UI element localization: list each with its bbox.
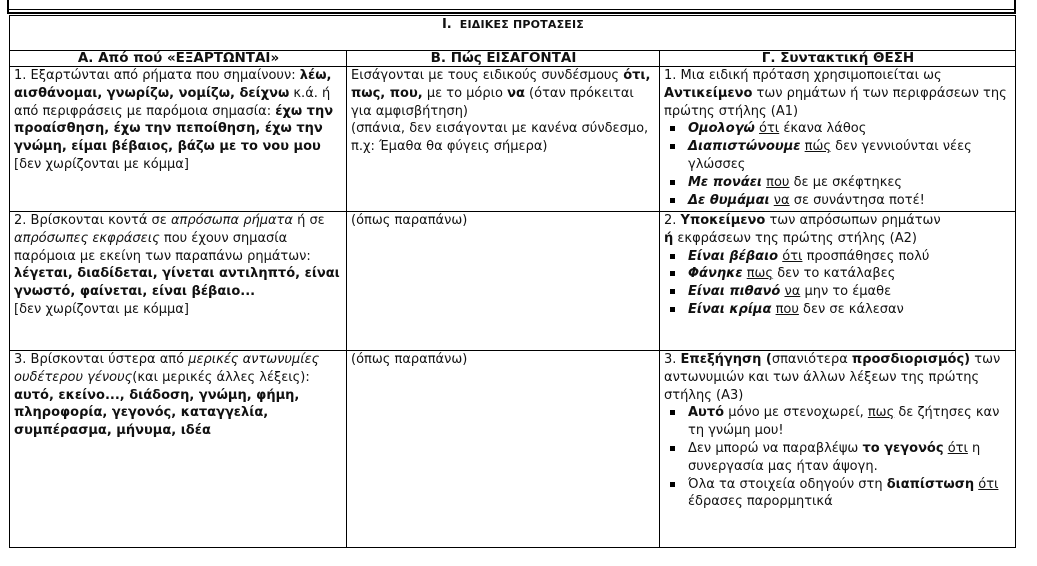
b1-intro: Εισάγονται με τους ειδικούς συνδέσμους bbox=[351, 68, 624, 83]
example-conjunction: να bbox=[773, 192, 790, 208]
bullet-square-icon bbox=[670, 482, 675, 487]
bullet-square-icon bbox=[670, 180, 675, 185]
a2-impersonal-verbs: απρόσωπα ρήματα bbox=[170, 213, 293, 228]
a1-comma-note: [δεν χωρίζονται με κόμμα] bbox=[14, 156, 189, 172]
cell-b3 bbox=[347, 351, 660, 548]
header-col-a: Α. Από πού «ΕΞΑΡΤΩΝΤΑΙ» bbox=[10, 51, 347, 67]
example-rest: δεν το κατάλαβες bbox=[773, 266, 896, 282]
a2-intro: 2. Βρίσκονται κοντά σε bbox=[14, 213, 171, 228]
table-row bbox=[10, 67, 1016, 212]
b1-doubt: (όταν πρόκειται για αμφισβήτηση) bbox=[351, 85, 634, 119]
example-mid: μόνο με στενοχωρεί, bbox=[724, 405, 868, 421]
c2-role: Υποκείμενο bbox=[680, 213, 766, 228]
header-row bbox=[10, 51, 1016, 67]
bullet-square-icon bbox=[670, 289, 675, 294]
header-col-c: Γ. Συντακτική ΘΕΣΗ bbox=[660, 51, 1016, 67]
a1-verbs: λέω, αισθάνομαι, γνωρίζω, νομίζω, δείχνω bbox=[14, 68, 332, 101]
example-verb: Είναι κρίμα bbox=[688, 301, 772, 317]
example-rest: προσπάθησες πολύ bbox=[802, 248, 930, 264]
example-rest: έκανα λάθος bbox=[779, 121, 867, 137]
example-verb: Διαπιστώνουμε bbox=[688, 139, 801, 155]
b1-particle: να bbox=[507, 85, 525, 101]
example-rest: έδρασες παρορμητικά bbox=[688, 494, 833, 510]
example-rest: δεν γεννιούνται νέες γλώσσες bbox=[688, 139, 972, 172]
example-rest: μην το έμαθε bbox=[800, 284, 892, 300]
c2-rest-2: εκφράσεων της πρώτης στήλης (Α2) bbox=[673, 230, 917, 246]
example-rest: σε συνάντησα ποτέ! bbox=[789, 192, 925, 208]
b1-particle-intro: με το μόριο bbox=[422, 85, 508, 101]
cell-c1 bbox=[660, 67, 1016, 212]
list-item bbox=[664, 248, 1012, 266]
a1-phrases: έχω την προαίσθηση, έχω την πεποίθηση, έχω την γνώμη, είμαι βέβαιος, βάζω με το νου μου bbox=[14, 103, 334, 155]
a2-impersonal-expressions: απρόσωπες εκφράσεις bbox=[14, 230, 160, 246]
a1-middle: κ.ά. ή από περιφράσεις με παρόμοια σημασία: bbox=[14, 85, 331, 119]
a3-text bbox=[14, 351, 343, 387]
example-word: διαπίστωση bbox=[886, 476, 975, 492]
list-item bbox=[664, 138, 1012, 174]
list-item bbox=[664, 192, 1012, 210]
b2-same: (όπως παραπάνω) bbox=[351, 213, 468, 228]
example-rest: η συνεργασία μας ήταν άψογη. bbox=[688, 440, 981, 474]
a2-or: ή σε bbox=[292, 213, 325, 228]
a2-middle: που έχουν σημασία παρόμοια με εκείνη των παραπάνω ρημάτων: bbox=[14, 230, 311, 264]
example-conjunction: πως bbox=[867, 405, 895, 421]
example-conjunction: ότι bbox=[782, 248, 803, 264]
example-verb: Είναι πιθανό bbox=[688, 284, 781, 300]
example-rest: δε με σκέφτηκες bbox=[789, 174, 903, 190]
example-verb: Φάνηκε bbox=[688, 266, 743, 282]
example-conjunction: που bbox=[775, 301, 799, 317]
c3-intro: 3. bbox=[664, 352, 681, 367]
c1-rest: των ρημάτων ή των περιφράσεων της πρώτης στήλης (Α1) bbox=[664, 85, 1007, 119]
c3-role-alt: προσδιορισμός) bbox=[851, 352, 971, 367]
bullet-square-icon bbox=[670, 198, 675, 203]
c3-rarely: σπανιότερα bbox=[771, 352, 852, 367]
a2-text bbox=[14, 212, 343, 301]
c2-rest: των απρόσωπων ρημάτων bbox=[765, 213, 941, 228]
example-rest: δε ζήτησες καν τη γνώμη μου! bbox=[688, 405, 1000, 439]
a1-text bbox=[14, 67, 343, 156]
example-conjunction: που bbox=[766, 174, 790, 190]
example-conjunction: να bbox=[784, 284, 801, 300]
c3-rest: των αντωνυμιών και των άλλων λέξεων της πρώτης στήλης (Α3) bbox=[664, 352, 1001, 403]
example-rest: δεν σε κάλεσαν bbox=[798, 301, 904, 317]
top-border-frame bbox=[7, 0, 1016, 14]
list-item bbox=[664, 440, 1012, 476]
table-row bbox=[10, 212, 1016, 351]
a2-comma-note: [δεν χωρίζονται με κόμμα] bbox=[14, 301, 189, 317]
example-verb: Είναι βέβαιο bbox=[688, 248, 779, 264]
list-item bbox=[664, 265, 1012, 283]
example-word: το γεγονός bbox=[862, 440, 944, 456]
c1-role: Αντικείμενο bbox=[664, 85, 753, 101]
bullet-square-icon bbox=[670, 410, 675, 415]
bullet-square-icon bbox=[670, 254, 675, 259]
example-conjunction: πώς bbox=[804, 139, 831, 155]
title-row bbox=[10, 16, 1016, 51]
b1-conjunctions: ότι, πως, που, bbox=[351, 68, 651, 101]
table-row bbox=[10, 351, 1016, 548]
example-word: Αυτό bbox=[688, 405, 725, 421]
a3-words: αυτό, εκείνο..., διάδοση, γνώμη, φήμη, πληροφορία, γεγονός, καταγγελία, συμπέρασμα, μήνυμα, ιδέα bbox=[14, 387, 300, 439]
list-item bbox=[664, 404, 1012, 440]
example-pre: Όλα τα στοιχεία οδηγούν στη bbox=[688, 476, 887, 492]
a3-intro: 3. Βρίσκονται ύστερα από bbox=[14, 352, 189, 367]
special-clauses-table bbox=[9, 15, 1016, 548]
example-conjunction: ότι bbox=[978, 476, 999, 492]
example-pre: Δεν μπορώ να παραβλέψω bbox=[688, 440, 863, 456]
bullet-square-icon bbox=[670, 271, 675, 276]
c1-text bbox=[664, 67, 1012, 120]
b1-rare-note: (σπάνια, δεν εισάγονται με κανένα σύνδεσμο, π.χ: Έμαθα θα φύγεις σήμερα) bbox=[351, 121, 649, 155]
cell-a3 bbox=[10, 351, 347, 548]
c3-text bbox=[664, 351, 1012, 404]
table-title bbox=[10, 16, 1016, 51]
bullet-square-icon bbox=[670, 126, 675, 131]
list-item bbox=[664, 283, 1012, 301]
c2-examples bbox=[664, 248, 1012, 319]
cell-a2 bbox=[10, 212, 347, 351]
a1-intro: 1. Εξαρτώνται από ρήματα που σημαίνουν: bbox=[14, 68, 300, 83]
c2-text bbox=[664, 212, 1012, 230]
cell-c2 bbox=[660, 212, 1016, 351]
example-verb: Δε θυμάμαι bbox=[688, 192, 770, 208]
b3-same: (όπως παραπάνω) bbox=[351, 352, 468, 367]
bullet-square-icon bbox=[670, 446, 675, 451]
bullet-square-icon bbox=[670, 144, 675, 149]
c2-text-2 bbox=[664, 230, 1012, 248]
list-item bbox=[664, 301, 1012, 319]
a2-verbs: λέγεται, διαδίδεται, γίνεται αντιληπτό, είναι γνωστό, φαίνεται, είναι βέβαιο... bbox=[14, 266, 340, 300]
bullet-square-icon bbox=[670, 307, 675, 312]
title-number: I. bbox=[441, 17, 452, 32]
c1-examples bbox=[664, 120, 1012, 209]
list-item bbox=[664, 174, 1012, 192]
example-conjunction: πως bbox=[746, 266, 774, 282]
b1-text bbox=[351, 67, 656, 120]
c1-intro: 1. Μια ειδική πρόταση χρησιμοποιείται ως bbox=[664, 68, 942, 83]
c2-intro: 2. bbox=[664, 213, 681, 228]
c3-examples bbox=[664, 404, 1012, 511]
cell-b2 bbox=[347, 212, 660, 351]
example-verb: Ομολογώ bbox=[688, 121, 755, 137]
a3-other-words: (και μερικές άλλες λέξεις): bbox=[132, 369, 310, 385]
title-text: ΕΙΔΙΚΕΣ ΠΡΟΤΑΣΕΙΣ bbox=[459, 18, 585, 31]
list-item bbox=[664, 120, 1012, 138]
cell-c3 bbox=[660, 351, 1016, 548]
example-conjunction: ότι bbox=[759, 121, 780, 137]
example-conjunction: ότι bbox=[947, 440, 968, 456]
header-col-b: Β. Πώς ΕΙΣΑΓΟΝΤΑΙ bbox=[347, 51, 660, 67]
list-item bbox=[664, 476, 1012, 512]
cell-b1 bbox=[347, 67, 660, 212]
c2-or: ή bbox=[664, 230, 674, 246]
a3-pronouns: μερικές αντωνυμίες ουδέτερου γένους bbox=[14, 352, 320, 385]
example-verb: Με πονάει bbox=[688, 174, 763, 190]
c3-role: Επεξήγηση ( bbox=[680, 352, 772, 367]
cell-a1 bbox=[10, 67, 347, 212]
